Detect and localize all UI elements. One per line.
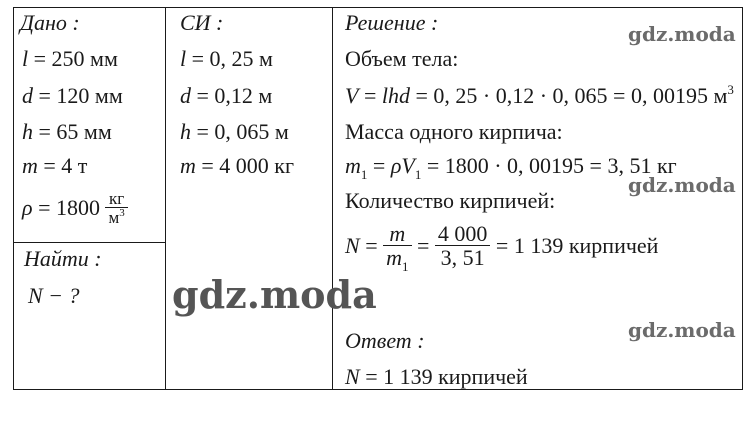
volume-formula: V = lhd = 0, 25 · 0,12 · 0, 065 = 0, 00195 $м^3$ bbox=[345, 82, 734, 108]
column-divider-given-si bbox=[165, 8, 166, 389]
given-line-height: h = 65 мм bbox=[22, 119, 112, 144]
si-line-width: d = 0,12 м bbox=[180, 83, 273, 108]
var-h: h bbox=[22, 119, 33, 144]
mass-formula: $m_1 = \rho V_1 = 1800 \cdot 0$, 00195 = 3, 51 кг bbox=[345, 153, 677, 182]
watermark-lower-right: gdz.moda bbox=[628, 318, 736, 342]
watermark-middle-right: gdz.moda bbox=[628, 173, 736, 197]
watermark-top-right: gdz.moda bbox=[628, 22, 736, 46]
answer-line: N = 1 139 кирпичей bbox=[345, 364, 528, 389]
count-formula: N = $\frac{m}{m_1}$ = $\frac{4 000}{3, 51}$ = 1 139 кирпичей bbox=[345, 221, 659, 274]
count-fraction-numeric: $\frac{4 000}{3, 51}$ bbox=[435, 223, 491, 269]
given-line-density: ρ = 1800 $\frac{кг}{м^3}$ bbox=[22, 192, 128, 228]
si-line-length: l = 0, 25 м bbox=[180, 46, 273, 71]
density-unit-fraction: $\frac{кг}{м^3}$ bbox=[105, 190, 127, 226]
var-rho: ρ bbox=[22, 195, 33, 221]
var-m: m bbox=[22, 153, 38, 178]
mass-label: Масса одного кирпича: bbox=[345, 119, 563, 144]
answer-heading: Ответ : bbox=[345, 328, 425, 353]
watermark-center-large: gdz.moda bbox=[172, 272, 377, 317]
si-heading: СИ : bbox=[180, 10, 224, 35]
var-l: l bbox=[22, 46, 29, 71]
volume-label: Объем тела: bbox=[345, 46, 459, 71]
si-line-height: h = 0, 065 м bbox=[180, 119, 289, 144]
count-fraction-symbolic: $\frac{m}{m_1}$ bbox=[383, 223, 411, 269]
given-line-mass: m = 4 т bbox=[22, 153, 88, 178]
solution-heading: Решение : bbox=[345, 10, 439, 35]
var-d: d bbox=[22, 83, 33, 108]
find-heading: Найти : bbox=[24, 246, 102, 271]
count-label: Количество кирпичей: bbox=[345, 188, 556, 213]
given-line-width: d = 120 мм bbox=[22, 83, 123, 108]
row-divider-given-find bbox=[14, 242, 165, 243]
si-line-mass: m = 4 000 кг bbox=[180, 153, 295, 178]
column-divider-si-solution bbox=[332, 8, 333, 389]
find-line: N − ? bbox=[28, 283, 80, 308]
given-line-length: l = 250 мм bbox=[22, 46, 118, 71]
given-heading: Дано : bbox=[20, 10, 80, 35]
